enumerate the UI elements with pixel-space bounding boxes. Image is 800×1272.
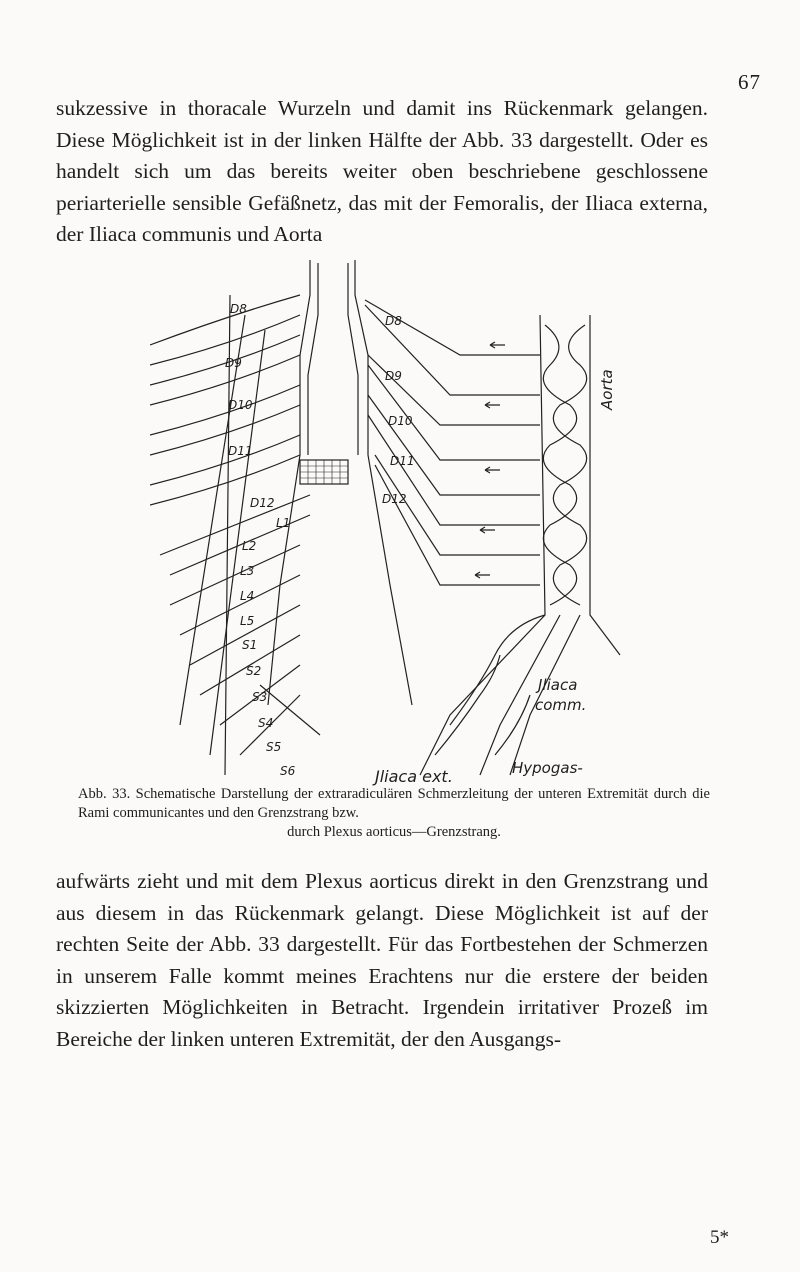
label-hypogastrica-2 [515,779,549,780]
left-label-l5: L5 [240,614,255,628]
right-label-d8: D8 [385,314,402,328]
label-hypogastrica-1: Hypogas- [512,759,583,777]
left-label-l2: L2 [242,539,257,553]
left-label-s5: S5 [266,740,282,754]
cord-inner-right [348,263,358,455]
right-label-d10: D10 [388,414,413,428]
left-label-d10: D10 [228,398,253,412]
left-label-d9: D9 [225,356,242,370]
aorta-right-wall [590,315,620,655]
schematic-diagram [150,255,630,780]
left-label-l3: L3 [240,564,255,578]
left-label-s4: S4 [258,716,274,730]
right-label-d9: D9 [385,369,402,383]
right-label-d11: D11 [390,454,415,468]
label-iliaca-comm-2: comm. [535,696,587,714]
left-label-s2: S2 [246,664,262,678]
left-label-d12: D12 [250,496,275,510]
left-label-s3: S3 [252,690,268,704]
cord-right-edge [355,260,412,705]
signature-mark: 5* [710,1227,729,1248]
page-number: 67 [738,70,761,94]
label-aorta: Aorta [598,369,616,410]
label-iliaca-comm-1: Jliaca [538,676,578,694]
paragraph-top: sukzessive in thoracale Wurzeln und damit ins Rückenmark gelangen. Diese Möglichkeit ist in der linken Hälfte der Abb. 33 dargestellt. Oder es handelt sich um das bereits weiter oben beschriebene geschlossene periarterielle sensible Gefäßnetz, das mit der Femoralis, der Iliaca externa, der Iliaca communis und Aorta [56,96,708,246]
cord-left-edge [268,260,310,705]
left-label-d11: D11 [228,444,253,458]
caption-line-2: durch Plexus aorticus—Grenzstrang. [287,824,501,840]
left-label-s1: S1 [242,638,258,652]
left-label-l1: L1 [276,516,291,530]
figure-caption [78,785,710,842]
figure-33 [150,255,630,785]
paragraph-bottom: aufwärts zieht und mit dem Plexus aorticus direkt in den Grenzstrang und aus diesem in das Rückenmark gelangt. Diese Möglichkeit ist auf der rechten Seite der Abb. 33 dargestellt. Für das Fortbestehen der Schmerzen in unserem Falle kommt meines Erachtens nur die erstere der beiden skizzierten Möglichkeiten in Betracht. Irgendein irritativer Prozeß im Bereiche der linken unteren Extremität, der den Ausgangs- [56,869,708,1051]
left-label-d8: D8 [230,302,247,316]
caption-line-1: Abb. 33. Schematische Darstellung der extraradiculären Schmerzleitung der unteren Extremität durch die Rami communicantes und den Grenzstrang bzw. [78,786,710,821]
right-label-d12: D12 [382,492,407,506]
left-label-l4: L4 [240,589,255,603]
label-iliaca-ext: Jliaca ext. [375,767,453,786]
left-label-s6: S6 [280,764,296,778]
